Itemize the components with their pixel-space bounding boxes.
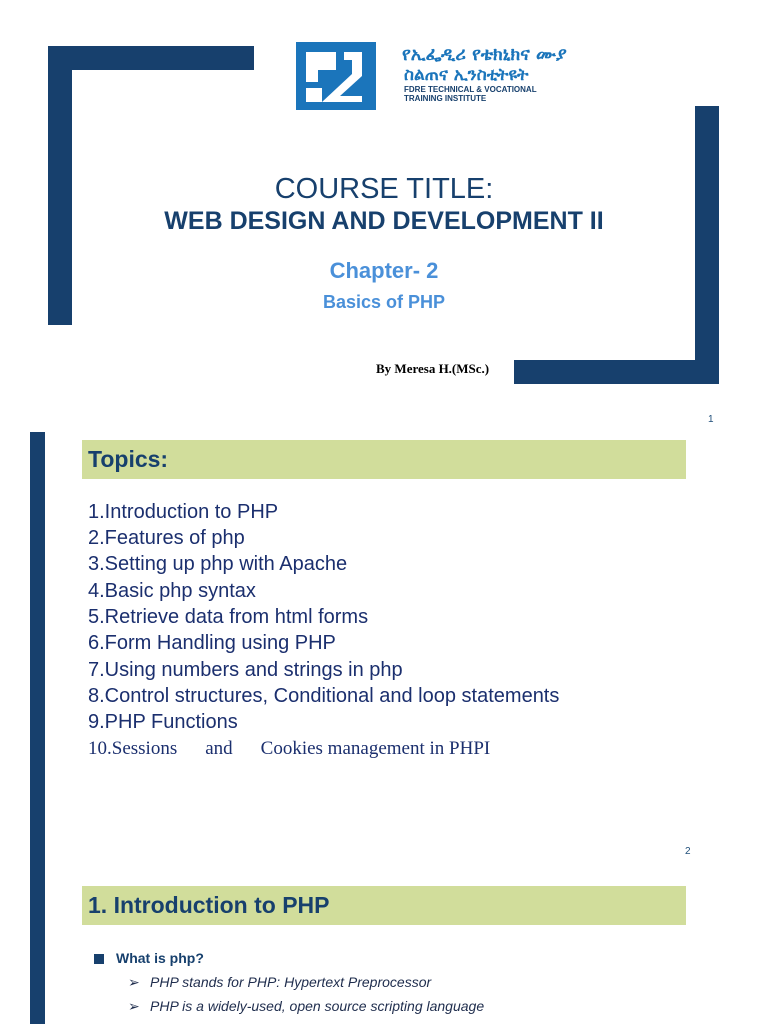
- page-number: 1: [708, 414, 714, 425]
- topic-item: 2.Features of php: [88, 527, 245, 549]
- topic-item-part: 10.Sessions: [88, 738, 178, 759]
- topic-item: 5.Retrieve data from html forms: [88, 606, 369, 628]
- org-name-amharic-line1: የኢፌዲሪ የቴክኒክና ሙያ: [402, 44, 567, 65]
- list-item-text: PHP stands for PHP: Hypertext Preprocessor: [150, 974, 432, 990]
- left-accent-bar: [30, 432, 45, 864]
- intro-slide: [0, 864, 768, 1024]
- arrow-bullet-icon: ➢: [128, 974, 140, 990]
- topic-item-part: Cookies management in PHPI: [260, 738, 491, 759]
- heading-band: [82, 886, 686, 925]
- square-bullet-icon: [94, 954, 104, 964]
- list-item: [128, 974, 431, 991]
- topic-item: 7.Using numbers and strings in php: [88, 659, 403, 681]
- arrow-bullet-icon: ➢: [128, 998, 140, 1014]
- question-text: What is php?: [116, 950, 204, 966]
- org-name-amharic-line2: ስልጠና ኢንስቲትዩት: [404, 65, 529, 85]
- topic-item: 9.PHP Functions: [88, 711, 238, 733]
- topic-item: 6.Form Handling using PHP: [88, 632, 336, 654]
- topic-item-part: and: [205, 738, 233, 759]
- slide-heading: Topics:: [88, 446, 169, 472]
- chapter-number: Chapter- 2: [329, 258, 439, 283]
- chapter-subtitle: Basics of PHP: [322, 292, 446, 312]
- topic-item: 8.Control structures, Conditional and loop statements: [88, 685, 560, 707]
- course-name: WEB DESIGN AND DEVELOPMENT II: [164, 207, 604, 235]
- topic-item: 4.Basic php syntax: [88, 580, 256, 602]
- course-title-label: COURSE TITLE:: [274, 173, 494, 205]
- heading-band: [82, 440, 686, 479]
- title-slide: [0, 0, 768, 432]
- list-item: [128, 998, 484, 1015]
- topics-slide: [0, 432, 768, 864]
- topic-item: 1.Introduction to PHP: [88, 501, 279, 523]
- org-name-english-line1: FDRE TECHNICAL & VOCATIONAL: [404, 85, 537, 94]
- left-accent-bar: [30, 864, 45, 1024]
- frame-bar-bottom-right: [514, 360, 719, 384]
- topic-item: 3.Setting up php with Apache: [88, 553, 348, 575]
- topic-item: [88, 738, 490, 760]
- frame-bar-right: [695, 106, 719, 384]
- institute-logo-icon: [296, 42, 376, 110]
- org-name-english-line2: TRAINING INSTITUTE: [404, 94, 487, 103]
- page-number: 2: [685, 846, 691, 857]
- frame-bar-top-left: [48, 46, 254, 70]
- slide-heading: 1. Introduction to PHP: [88, 892, 330, 918]
- list-item-text: PHP is a widely-used, open source scripting language: [150, 998, 485, 1014]
- author: By Meresa H.(MSc.): [376, 361, 490, 376]
